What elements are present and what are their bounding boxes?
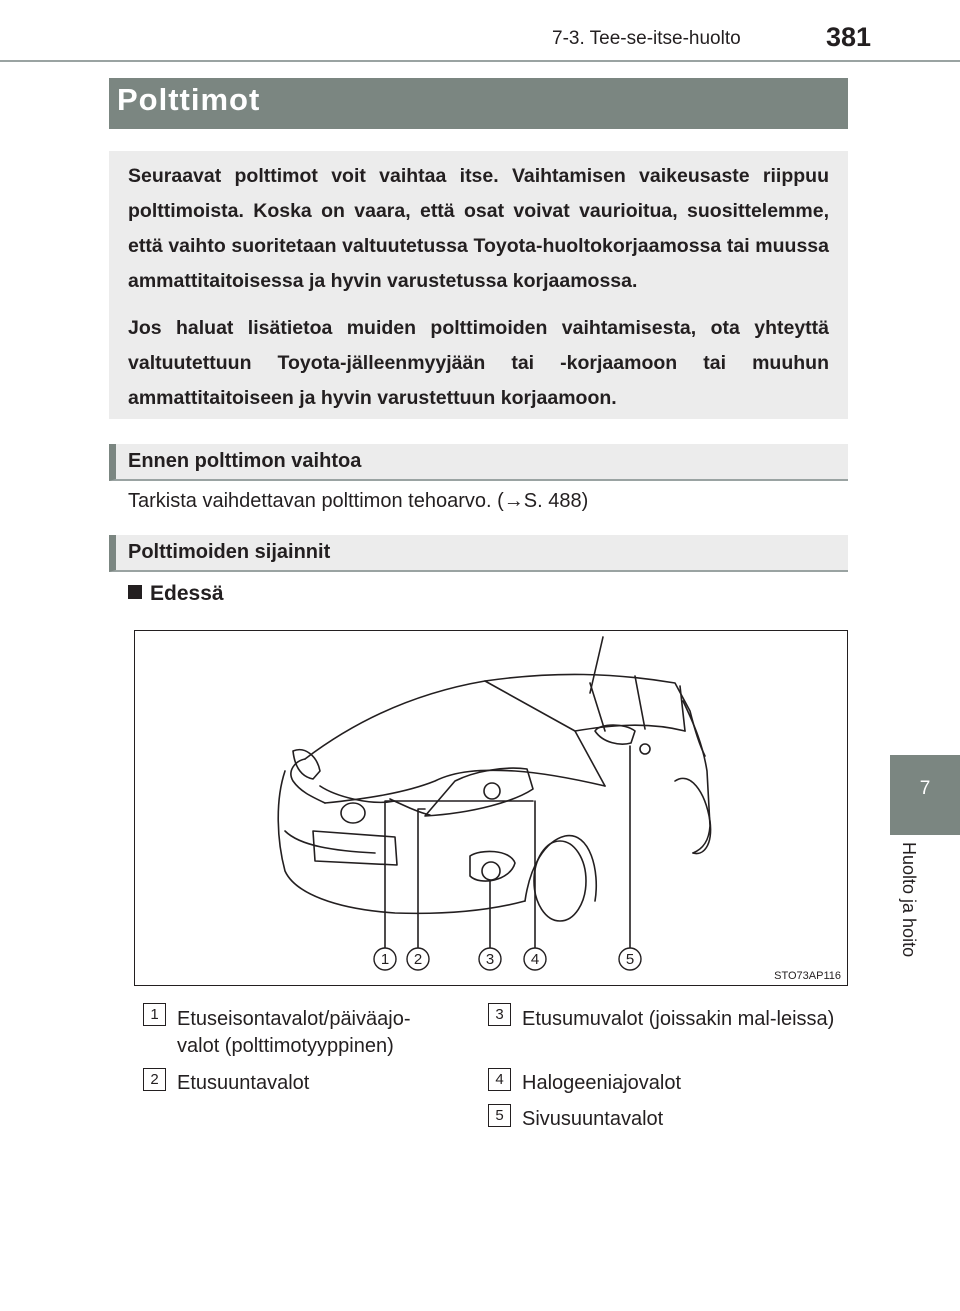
callout-2-label: 2 [413,951,423,968]
intro-paragraph-1: Seuraavat polttimot voit vaihtaa itse. Vaihtamisen vaikeusaste riippuu polttimoista. Koska on vaara, että osat voivat vaurioitua, suosittelemme, että vaihto suoritetaan valtuutetussa Toyota-huoltokorjaamossa tai muussa ammattitaitoisessa ja hyvin varustetussa korjaamossa. [128,165,829,292]
intro-box [109,151,848,419]
legend-text-3: Etusumuvalot (joissakin mal-leissa) [522,1008,835,1030]
front-heading [128,582,224,606]
intro-paragraph-2: Jos haluat lisätietoa muiden polttimoiden vaihtamisesta, ota yhteyttä valtuutettuun Toyota-jälleenmyyjään tai -korjaamoon tai muuhun ammattitaitoiseen ja hyvin varustettuun korjaamoon. [128,317,829,409]
subheading-text: Polttimoiden sijainnit [128,541,331,563]
chapter-label: Huolto ja hoito [899,842,919,958]
car-drawing [135,631,847,985]
figure-code: STO73AP116 [774,970,841,982]
page-title: Polttimot [117,82,261,117]
callout-1 [374,948,396,970]
side-marker [640,744,650,754]
fog-lamp [482,862,500,880]
toyota-emblem [341,803,365,823]
callout-1-label: 1 [380,951,390,968]
chapter-number: 7 [919,778,931,799]
callout-3-label: 3 [485,951,495,968]
callout-4-label: 4 [530,951,540,968]
front-heading-text: Edessä [150,582,224,605]
right-headlight [425,768,533,816]
header-divider [0,60,960,62]
body-text: Tarkista vaihdettavan polttimon tehoarvo. (→S. 488) [128,490,589,512]
legend-text-2: Etusuuntavalot [177,1072,310,1094]
fog-lamp-housing [470,851,515,881]
legend-number-5: 5 [488,1104,511,1127]
callout-4 [524,948,546,970]
legend-text-5: Sivusuuntavalot [522,1108,664,1130]
legend-text-1: Etuseisontavalot/päiväajo-valot (polttimotyyppinen) [177,1008,411,1057]
antenna [590,637,603,693]
callout-line-2 [418,809,425,957]
hood-edge [325,770,605,803]
legend-number-3: 3 [488,1003,511,1026]
legend-number-2: 2 [143,1068,166,1091]
subheading-text: Ennen polttimon vaihtoa [128,450,362,472]
window-frames [590,676,685,731]
subheading-before-replacement [109,444,848,481]
legend-number-1: 1 [143,1003,166,1026]
callout-2 [407,948,429,970]
roof-line [305,674,705,759]
callout-5-label: 5 [625,951,635,968]
square-bullet-icon [128,585,142,599]
legend-text-4: Halogeeniajovalot [522,1072,682,1094]
headlamp-lens [484,783,500,799]
callout-line-1 [385,801,533,957]
front-tire [534,841,586,921]
front-bumper [278,771,525,913]
callout-3 [479,948,501,970]
section-title: 7-3. Tee-se-itse-huolto [552,28,741,49]
subheading-bulb-locations [109,535,848,572]
page-number: 381 [826,22,872,52]
left-headlight [293,750,320,779]
car-illustration [134,630,848,986]
rear-body [683,701,710,853]
legend-number-4: 4 [488,1068,511,1091]
callout-5 [619,948,641,970]
